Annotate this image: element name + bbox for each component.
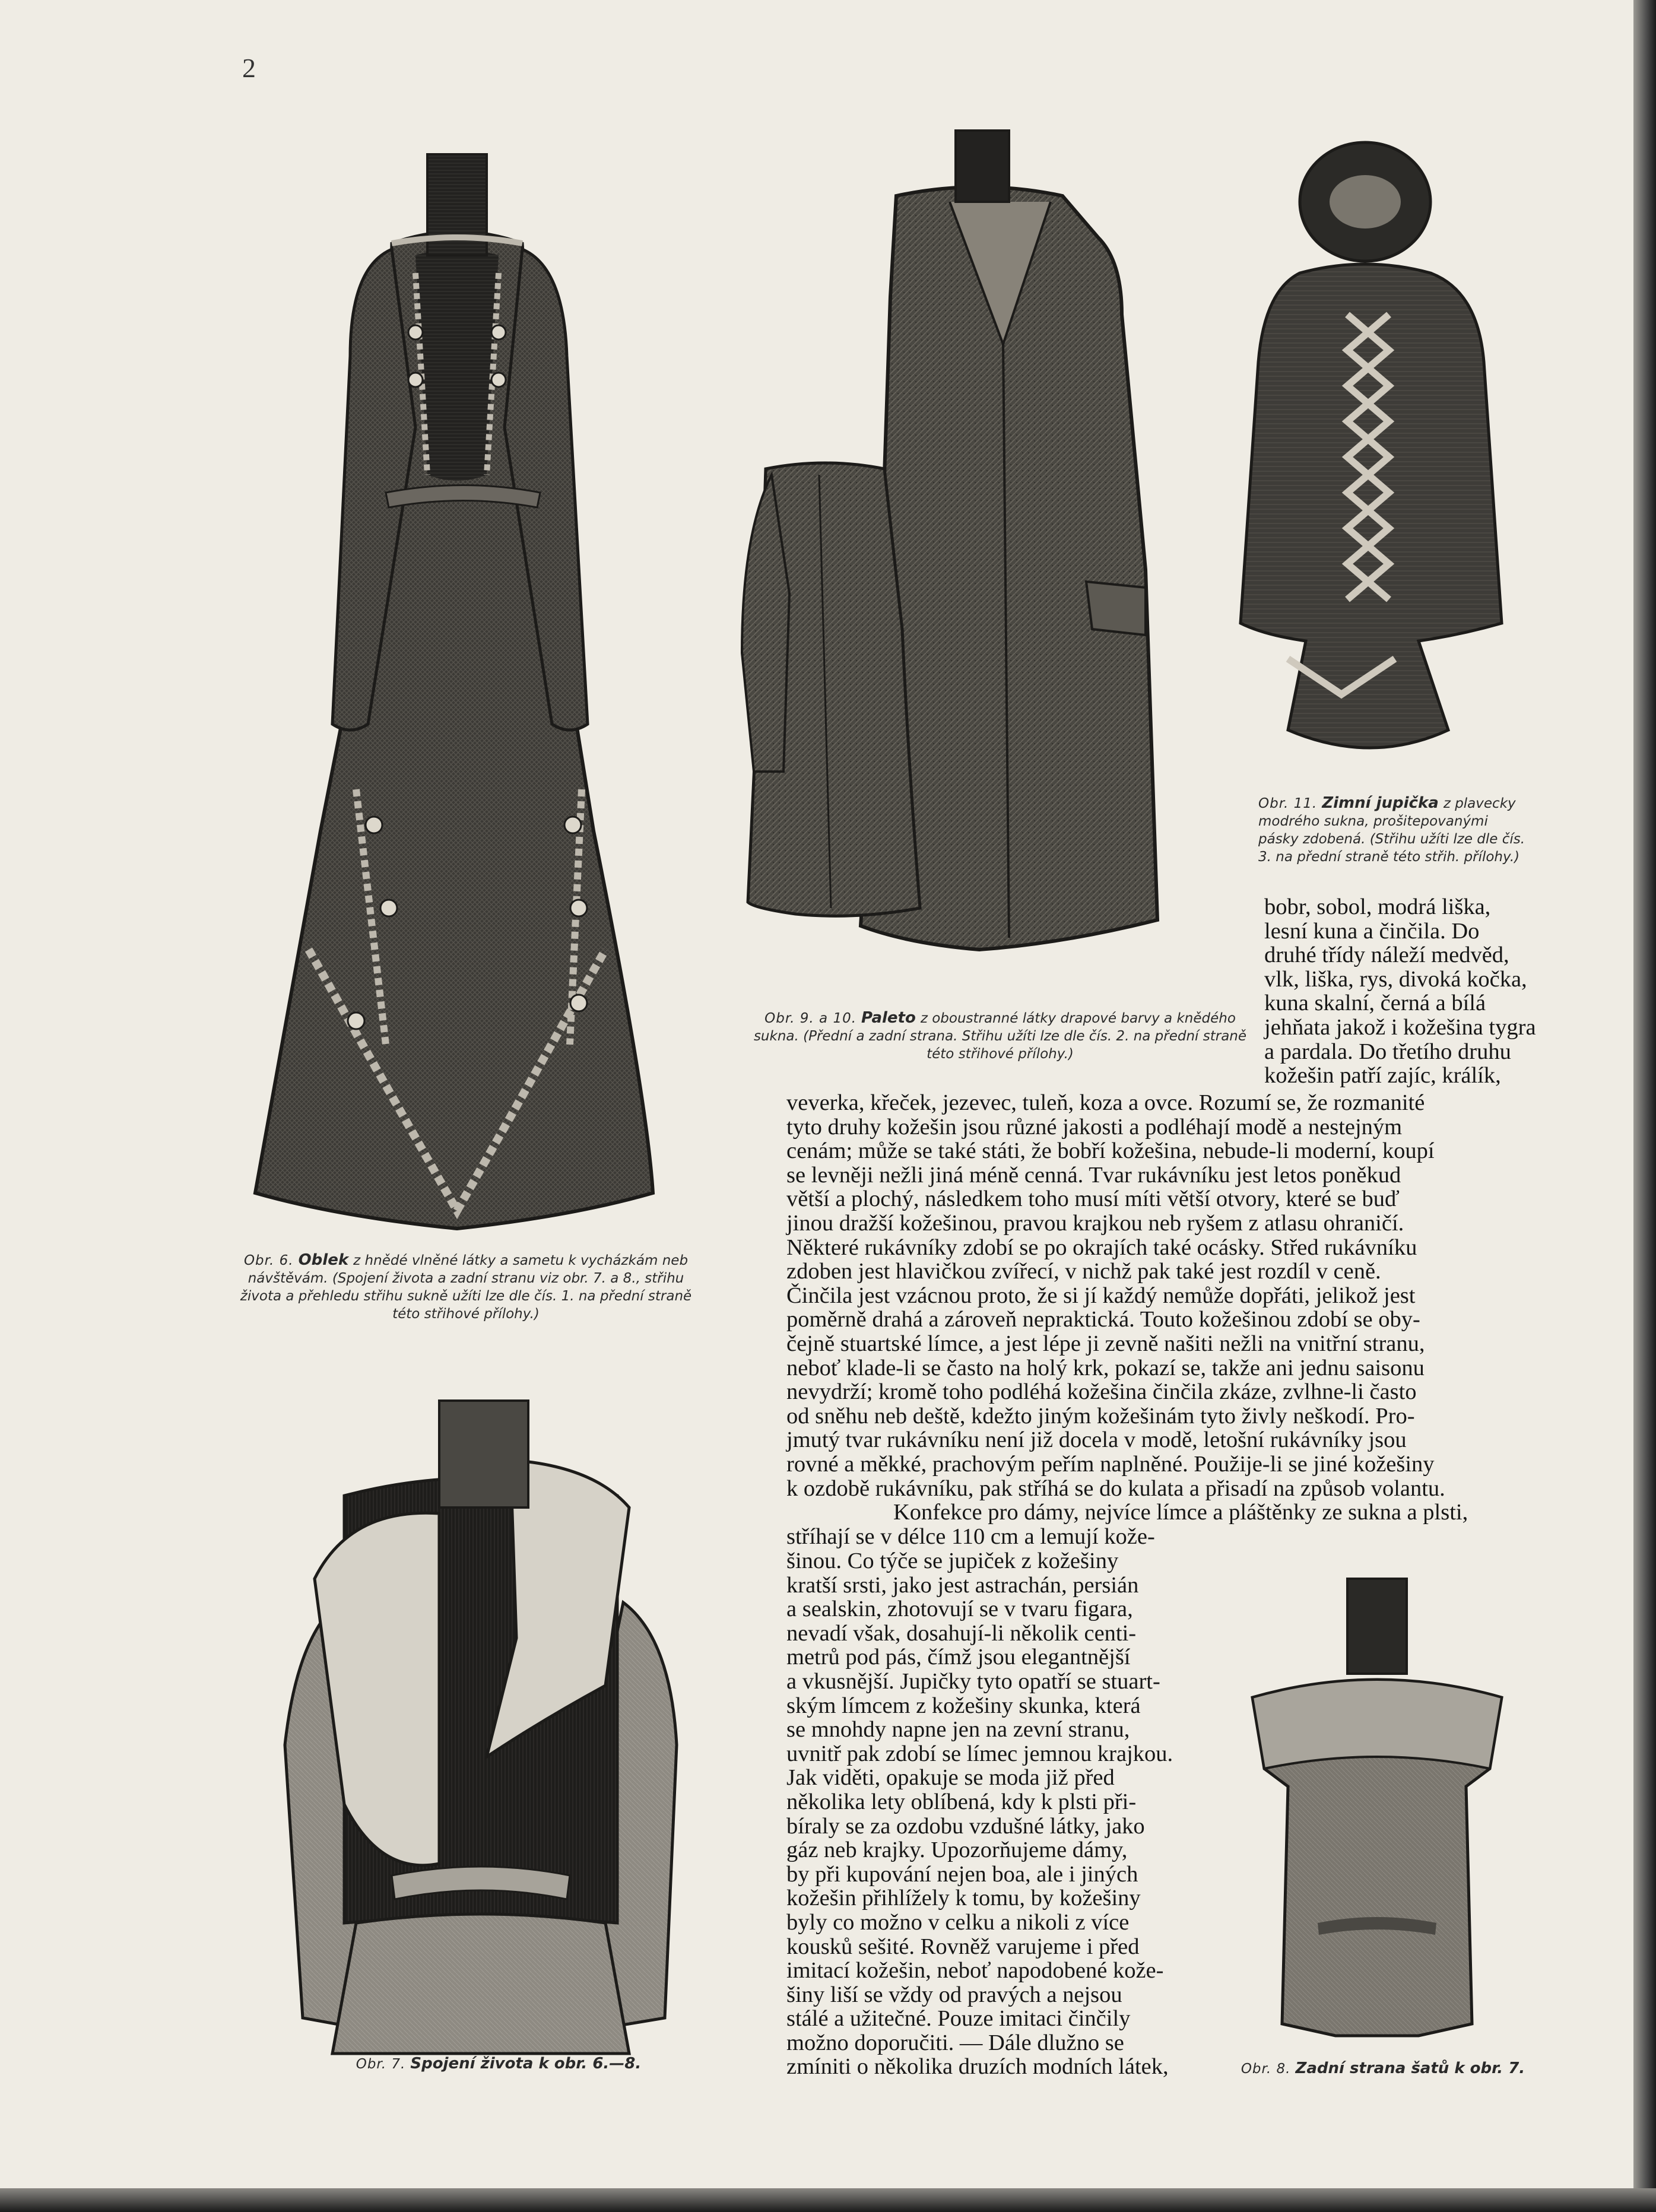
caption-fig8-title: Zadní strana šatů k obr. 7.: [1295, 2059, 1525, 2077]
article-line: uvnitř pak zdobí se límec jemnou krajkou.: [786, 1741, 1173, 1766]
article-line: několika lety oblíbená, kdy k plsti při-: [786, 1789, 1137, 1814]
article-line: od sněhu neb deště, kdežto jiným kožešinám tyto živly neškodí. Pro-: [786, 1403, 1415, 1429]
article-line: možno doporučiti. — Dále dlužno se: [786, 2030, 1124, 2055]
article-line: kožešin přihlížely k tomu, by kožešiny: [786, 1886, 1141, 1911]
article-text-wide: [786, 1091, 1552, 1548]
article-line: bobr, sobol, modrá liška,: [1264, 894, 1491, 919]
article-line: imitací kožešin, neboť napodobené kože-: [786, 1958, 1164, 1983]
article-line: a vkusnější. Jupičky tyto opatří se stuart-: [786, 1668, 1160, 1694]
article-line: vlk, liška, rys, divoká kočka,: [1264, 966, 1527, 992]
article-line: bíraly se za ozdobu vzdušné látky, jako: [786, 1813, 1145, 1839]
caption-fig11-number: Obr. 11.: [1258, 796, 1318, 811]
article-line: poměrně drahá a zároveň nepraktická. Touto kožešinou zdobí se oby-: [786, 1307, 1420, 1332]
article-line: kousků sešité. Rovněž varujeme i před: [786, 1934, 1140, 1959]
page-number: 2: [242, 53, 256, 83]
article-text-column: [786, 1549, 1226, 2079]
article-line: zmíniti o několika druzích modních látek,: [786, 2054, 1169, 2080]
article-line: tyto druhy kožešin jsou různé jakosti a podléhají modě a nestejným: [786, 1114, 1403, 1140]
article-line: Konfekce pro dámy, nejvíce límce a pláštěnky ze sukna a plsti,: [893, 1500, 1468, 1525]
article-line: Činčila jest vzácnou proto, že si jí každý nemůže dopřáti, jelikož jest: [786, 1283, 1416, 1308]
article-line: větší a plochý, následkem toho musí míti větší otvory, které se buď: [786, 1186, 1400, 1212]
article-line: stříhají se v délce 110 cm a lemují kože-: [786, 1524, 1155, 1549]
caption-fig9-number: Obr. 9. a 10.: [764, 1011, 857, 1026]
article-line: nevydrží; kromě toho podléhá kožešina činčila zkáze, zvlhne-li často: [786, 1379, 1417, 1405]
article-line: a pardala. Do třetího druhu: [1264, 1039, 1511, 1064]
article-line: rovné a měkké, prachovým peřím naplněné. Použije-li se jiné kožešiny: [786, 1451, 1435, 1477]
article-line: zdoben jest hlavičkou zvířecí, v nichž pak také jest rozdíl v ceně.: [786, 1259, 1381, 1284]
illustration-back-fig8: [1241, 1573, 1514, 2054]
article-text-narrow: [1264, 895, 1549, 1088]
caption-fig6-text: z hnědé vlněné látky a sametu k vycházkám neb návštěvám. (Spojení života a zadní stranu viz obr. 7. a 8., střihu života a přehledu střihu sukně užíti lze dle čís. 1. na přední straně této střihové přílohy.): [240, 1253, 692, 1322]
article-line: nevadí však, dosahují-li několik centi-: [786, 1620, 1137, 1646]
article-line: Některé rukávníky zdobí se po okrajích také ocásky. Střed rukávníku: [786, 1234, 1417, 1260]
article-line: a sealskin, zhotovují se v tvaru figara,: [786, 1597, 1133, 1622]
caption-fig7: [332, 2055, 665, 2073]
article-line: kožešin patří zajíc, králík,: [1264, 1063, 1501, 1088]
article-line: k ozdobě rukávníku, pak stříhá se do kulata a přisadí na způsob volantu.: [786, 1475, 1445, 1501]
article-line: neboť klade-li se často na holý krk, pokazí se, takže ani jednu saisonu: [786, 1355, 1425, 1380]
article-line: cenám; může se také státi, že bobří kožešina, nebude-li moderní, koupí: [786, 1138, 1435, 1164]
article-line: lesní kuna a činčila. Do: [1264, 918, 1480, 944]
caption-fig9-text: z oboustranné látky drapové barvy a knědého sukna. (Přední a zadní strana. Střihu užíti lze dle čís. 2. na přední straně této střihové přílohy.): [753, 1011, 1247, 1062]
article-line: jmutý tvar rukávníku není již docela v modě, letošní rukávníky jsou: [786, 1427, 1407, 1453]
article-line: druhé třídy náleží medvěd,: [1264, 942, 1509, 968]
caption-fig7-title: Spojení života k obr. 6.—8.: [410, 2055, 642, 2073]
article-line: čejně stuartské límce, a jest lépe ji zevně našiti nežli na vnitřní stranu,: [786, 1331, 1425, 1356]
illustration-coats-fig9: [730, 119, 1252, 1009]
article-line: stálé a užitečné. Pouze imitaci činčily: [786, 2006, 1131, 2032]
caption-fig8-number: Obr. 8.: [1241, 2061, 1291, 2077]
article-line: ským límcem z kožešiny skunka, která: [786, 1693, 1141, 1718]
article-line: šinou. Co týče se jupiček z kožešiny: [786, 1548, 1119, 1573]
illustration-jacket-fig11: [1223, 137, 1519, 789]
article-line: jinou dražší kožešinou, pravou krajkou neb ryšem z atlasu ohraničí.: [786, 1210, 1404, 1236]
article-line: jehňata jakož i kožešina tygra: [1264, 1014, 1536, 1040]
article-line: kuna skalní, černá a bílá: [1264, 991, 1486, 1016]
article-line: Jak viděti, opakuje se moda již před: [786, 1765, 1115, 1791]
caption-fig9: [751, 1009, 1249, 1063]
caption-fig6: [237, 1251, 694, 1323]
caption-fig6-number: Obr. 6.: [243, 1253, 294, 1268]
article-line: šiny liší se vždy od pravých a nejsou: [786, 1982, 1122, 2007]
article-line: by při kupování nejen boa, ale i jiných: [786, 1861, 1138, 1887]
caption-fig7-number: Obr. 7.: [356, 2057, 406, 2072]
page-bottom-shadow: [0, 2188, 1656, 2212]
article-line: se levněji nežli jiná méně cenná. Tvar rukávníku jest letos poněkud: [786, 1162, 1401, 1188]
article-line: byly co možno v celku a nikoli z více: [786, 1909, 1130, 1935]
page-edge-shadow: [1633, 0, 1656, 2212]
caption-fig11: [1258, 794, 1531, 866]
article-line: se mnohdy napne jen na zevní stranu,: [786, 1717, 1130, 1743]
caption-fig11-text: z plavecky modrého sukna, prošitepovanými pásky zdobená. (Střihu užíti lze dle čís. 3. na přední straně této střih. přílohy.): [1258, 796, 1525, 865]
caption-fig8: [1235, 2059, 1531, 2078]
article-line: gáz neb krajky. Upozorňujeme dámy,: [786, 1837, 1128, 1863]
illustration-dress-fig6: [237, 119, 677, 1246]
article-line: veverka, křeček, jezevec, tuleň, koza a ovce. Rozumí se, že rozmanité: [786, 1090, 1425, 1115]
article-line: metrů pod pás, čímž jsou elegantnější: [786, 1645, 1131, 1670]
illustration-bodice-fig7: [261, 1389, 700, 2071]
caption-fig6-title: Oblek: [298, 1251, 349, 1269]
article-line: kratší srsti, jako jest astrachán, persián: [786, 1572, 1139, 1598]
caption-fig9-title: Paleto: [861, 1009, 916, 1027]
caption-fig11-title: Zimní jupička: [1322, 794, 1439, 812]
